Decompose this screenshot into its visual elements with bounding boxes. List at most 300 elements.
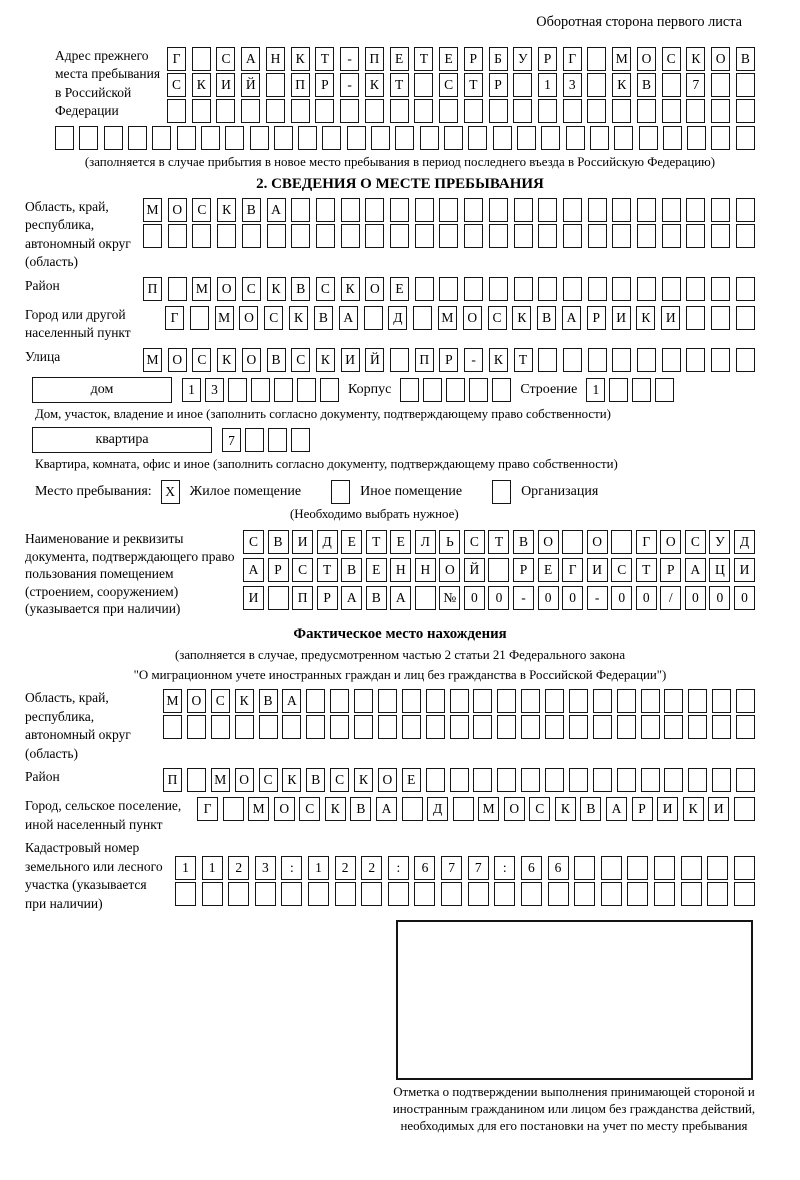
char-box[interactable] — [492, 378, 511, 402]
char-box[interactable] — [444, 126, 463, 150]
char-box[interactable]: Т — [514, 348, 533, 372]
char-box[interactable]: О — [274, 797, 295, 821]
char-box[interactable] — [662, 277, 681, 301]
char-box[interactable]: К — [217, 348, 236, 372]
char-box[interactable] — [711, 99, 730, 123]
char-box[interactable] — [395, 126, 414, 150]
char-box[interactable] — [453, 797, 474, 821]
char-box[interactable]: С — [216, 47, 235, 71]
char-box[interactable] — [216, 99, 235, 123]
char-box[interactable]: С — [192, 198, 211, 222]
char-box[interactable]: В — [242, 198, 261, 222]
char-box[interactable]: М — [143, 198, 162, 222]
char-box[interactable]: Р — [538, 47, 557, 71]
char-box[interactable]: С — [685, 530, 706, 554]
char-box[interactable]: П — [415, 348, 434, 372]
char-box[interactable]: О — [439, 558, 460, 582]
char-box[interactable] — [187, 715, 206, 739]
char-box[interactable]: П — [163, 768, 182, 792]
stay-option-residential-checkbox[interactable] — [161, 480, 180, 504]
char-box[interactable]: Е — [366, 558, 387, 582]
char-box[interactable]: А — [376, 797, 397, 821]
char-box[interactable] — [545, 689, 564, 713]
char-box[interactable]: К — [489, 348, 508, 372]
char-box[interactable] — [686, 277, 705, 301]
char-box[interactable] — [414, 73, 433, 97]
char-box[interactable]: О — [660, 530, 681, 554]
char-box[interactable]: М — [143, 348, 162, 372]
char-box[interactable] — [168, 277, 187, 301]
char-box[interactable] — [688, 689, 707, 713]
char-box[interactable]: 7 — [222, 428, 241, 452]
char-box[interactable]: И — [734, 558, 755, 582]
char-box[interactable] — [341, 198, 360, 222]
char-box[interactable]: 0 — [464, 586, 485, 610]
char-box[interactable] — [574, 882, 595, 906]
char-box[interactable]: А — [341, 586, 362, 610]
char-box[interactable]: Т — [366, 530, 387, 554]
char-box[interactable] — [736, 99, 755, 123]
char-box[interactable]: В — [306, 768, 325, 792]
char-box[interactable] — [473, 689, 492, 713]
char-box[interactable]: М — [163, 689, 182, 713]
char-box[interactable] — [415, 198, 434, 222]
char-box[interactable] — [609, 378, 628, 402]
char-box[interactable] — [601, 856, 622, 880]
char-box[interactable]: В — [366, 586, 387, 610]
char-box[interactable]: : — [388, 856, 409, 880]
char-box[interactable] — [574, 856, 595, 880]
char-box[interactable] — [688, 715, 707, 739]
char-box[interactable]: П — [365, 47, 384, 71]
char-box[interactable] — [291, 428, 310, 452]
char-box[interactable] — [734, 797, 755, 821]
char-box[interactable] — [354, 689, 373, 713]
char-box[interactable] — [469, 378, 488, 402]
char-box[interactable] — [177, 126, 196, 150]
char-box[interactable]: 0 — [685, 586, 706, 610]
char-box[interactable]: Т — [488, 530, 509, 554]
char-box[interactable] — [450, 715, 469, 739]
char-box[interactable] — [255, 882, 276, 906]
char-box[interactable] — [538, 224, 557, 248]
char-box[interactable] — [446, 378, 465, 402]
char-box[interactable] — [439, 277, 458, 301]
stay-option-organization-checkbox[interactable] — [492, 480, 511, 504]
char-box[interactable]: К — [267, 277, 286, 301]
char-box[interactable] — [306, 715, 325, 739]
char-box[interactable]: О — [711, 47, 730, 71]
char-box[interactable] — [686, 306, 705, 330]
char-box[interactable] — [187, 768, 206, 792]
char-box[interactable] — [593, 689, 612, 713]
char-box[interactable] — [614, 126, 633, 150]
char-box[interactable] — [736, 348, 755, 372]
char-box[interactable]: С — [211, 689, 230, 713]
char-box[interactable] — [514, 277, 533, 301]
char-box[interactable] — [593, 768, 612, 792]
char-box[interactable]: Р — [513, 558, 534, 582]
char-box[interactable]: А — [562, 306, 581, 330]
char-box[interactable]: 1 — [175, 856, 196, 880]
char-box[interactable] — [192, 99, 211, 123]
char-box[interactable]: Т — [315, 47, 334, 71]
char-box[interactable] — [390, 198, 409, 222]
char-box[interactable]: С — [243, 530, 264, 554]
char-box[interactable]: № — [439, 586, 460, 610]
char-box[interactable] — [521, 715, 540, 739]
char-box[interactable]: И — [612, 306, 631, 330]
char-box[interactable] — [641, 768, 660, 792]
char-box[interactable] — [654, 856, 675, 880]
char-box[interactable] — [736, 224, 755, 248]
char-box[interactable] — [612, 277, 631, 301]
char-box[interactable] — [274, 378, 293, 402]
char-box[interactable]: К — [291, 47, 310, 71]
char-box[interactable]: С — [192, 348, 211, 372]
char-box[interactable]: К — [282, 768, 301, 792]
char-box[interactable]: А — [241, 47, 260, 71]
char-box[interactable] — [441, 882, 462, 906]
char-box[interactable] — [662, 224, 681, 248]
char-box[interactable] — [612, 99, 631, 123]
char-box[interactable] — [588, 198, 607, 222]
char-box[interactable] — [316, 198, 335, 222]
char-box[interactable]: 1 — [308, 856, 329, 880]
char-box[interactable] — [612, 348, 631, 372]
char-box[interactable] — [489, 277, 508, 301]
char-box[interactable] — [637, 277, 656, 301]
char-box[interactable] — [468, 126, 487, 150]
char-box[interactable]: П — [292, 586, 313, 610]
char-box[interactable] — [251, 378, 270, 402]
char-box[interactable] — [489, 198, 508, 222]
char-box[interactable]: В — [291, 277, 310, 301]
char-box[interactable]: В — [513, 530, 534, 554]
char-box[interactable] — [298, 126, 317, 150]
char-box[interactable]: И — [661, 306, 680, 330]
char-box[interactable]: Н — [390, 558, 411, 582]
apartment-type-box[interactable]: квартира — [32, 427, 212, 453]
char-box[interactable] — [736, 768, 755, 792]
char-box[interactable] — [168, 224, 187, 248]
char-box[interactable]: 1 — [182, 378, 201, 402]
char-box[interactable] — [439, 224, 458, 248]
char-box[interactable] — [566, 126, 585, 150]
char-box[interactable] — [388, 882, 409, 906]
char-box[interactable]: Е — [402, 768, 421, 792]
char-box[interactable] — [662, 198, 681, 222]
char-box[interactable] — [489, 99, 508, 123]
char-box[interactable]: 3 — [255, 856, 276, 880]
char-box[interactable]: 7 — [686, 73, 705, 97]
char-box[interactable]: И — [657, 797, 678, 821]
char-box[interactable] — [104, 126, 123, 150]
char-box[interactable]: 1 — [538, 73, 557, 97]
char-box[interactable] — [521, 768, 540, 792]
char-box[interactable]: С — [259, 768, 278, 792]
char-box[interactable] — [464, 277, 483, 301]
char-box[interactable] — [521, 882, 542, 906]
char-box[interactable]: О — [217, 277, 236, 301]
char-box[interactable]: М — [612, 47, 631, 71]
char-box[interactable]: К — [365, 73, 384, 97]
char-box[interactable] — [267, 224, 286, 248]
house-type-box[interactable]: дом — [32, 377, 172, 403]
char-box[interactable] — [538, 277, 557, 301]
char-box[interactable]: М — [438, 306, 457, 330]
char-box[interactable]: В — [314, 306, 333, 330]
char-box[interactable] — [637, 224, 656, 248]
char-box[interactable]: О — [378, 768, 397, 792]
char-box[interactable] — [681, 882, 702, 906]
char-box[interactable] — [493, 126, 512, 150]
char-box[interactable]: Р — [632, 797, 653, 821]
char-box[interactable] — [152, 126, 171, 150]
char-box[interactable] — [241, 99, 260, 123]
char-box[interactable] — [341, 224, 360, 248]
char-box[interactable]: Г — [562, 558, 583, 582]
char-box[interactable] — [663, 126, 682, 150]
char-box[interactable]: Г — [165, 306, 184, 330]
char-box[interactable] — [291, 224, 310, 248]
char-box[interactable] — [489, 224, 508, 248]
char-box[interactable]: 0 — [611, 586, 632, 610]
char-box[interactable]: М — [478, 797, 499, 821]
char-box[interactable] — [681, 856, 702, 880]
char-box[interactable] — [712, 715, 731, 739]
char-box[interactable]: У — [513, 47, 532, 71]
char-box[interactable] — [439, 198, 458, 222]
char-box[interactable] — [664, 715, 683, 739]
char-box[interactable]: Д — [427, 797, 448, 821]
char-box[interactable] — [378, 689, 397, 713]
char-box[interactable] — [569, 715, 588, 739]
char-box[interactable] — [308, 882, 329, 906]
char-box[interactable] — [513, 99, 532, 123]
char-box[interactable]: С — [292, 558, 313, 582]
char-box[interactable]: / — [660, 586, 681, 610]
char-box[interactable] — [266, 73, 285, 97]
char-box[interactable]: О — [504, 797, 525, 821]
char-box[interactable] — [662, 99, 681, 123]
char-box[interactable]: Т — [414, 47, 433, 71]
char-box[interactable] — [415, 224, 434, 248]
char-box[interactable] — [617, 768, 636, 792]
char-box[interactable] — [163, 715, 182, 739]
char-box[interactable]: К — [289, 306, 308, 330]
char-box[interactable] — [223, 797, 244, 821]
char-box[interactable] — [400, 378, 419, 402]
char-box[interactable]: К — [636, 306, 655, 330]
char-box[interactable]: И — [243, 586, 264, 610]
char-box[interactable] — [563, 99, 582, 123]
char-box[interactable] — [641, 689, 660, 713]
char-box[interactable] — [617, 715, 636, 739]
char-box[interactable] — [664, 689, 683, 713]
char-box[interactable]: С — [264, 306, 283, 330]
char-box[interactable] — [464, 99, 483, 123]
char-box[interactable]: 0 — [488, 586, 509, 610]
char-box[interactable]: Г — [636, 530, 657, 554]
char-box[interactable]: Г — [167, 47, 186, 71]
char-box[interactable] — [601, 882, 622, 906]
char-box[interactable] — [632, 378, 651, 402]
char-box[interactable] — [686, 224, 705, 248]
char-box[interactable] — [655, 378, 674, 402]
char-box[interactable]: К — [555, 797, 576, 821]
char-box[interactable]: Л — [415, 530, 436, 554]
char-box[interactable]: В — [537, 306, 556, 330]
char-box[interactable]: К — [192, 73, 211, 97]
char-box[interactable]: Н — [415, 558, 436, 582]
char-box[interactable] — [711, 224, 730, 248]
char-box[interactable]: Е — [439, 47, 458, 71]
char-box[interactable]: Е — [390, 530, 411, 554]
char-box[interactable] — [587, 47, 606, 71]
char-box[interactable]: 0 — [734, 586, 755, 610]
char-box[interactable] — [331, 480, 350, 504]
char-box[interactable]: Д — [734, 530, 755, 554]
char-box[interactable]: К — [612, 73, 631, 97]
char-box[interactable] — [545, 715, 564, 739]
char-box[interactable]: Д — [388, 306, 407, 330]
char-box[interactable]: К — [354, 768, 373, 792]
char-box[interactable] — [175, 882, 196, 906]
char-box[interactable] — [662, 73, 681, 97]
char-box[interactable] — [563, 348, 582, 372]
char-box[interactable] — [439, 99, 458, 123]
char-box[interactable]: С — [167, 73, 186, 97]
char-box[interactable] — [711, 126, 730, 150]
char-box[interactable]: 7 — [468, 856, 489, 880]
char-box[interactable] — [588, 348, 607, 372]
char-box[interactable]: И — [292, 530, 313, 554]
char-box[interactable] — [79, 126, 98, 150]
char-box[interactable] — [736, 277, 755, 301]
char-box[interactable] — [426, 715, 445, 739]
char-box[interactable]: Р — [439, 348, 458, 372]
char-box[interactable] — [587, 73, 606, 97]
char-box[interactable]: В — [268, 530, 289, 554]
char-box[interactable]: 0 — [636, 586, 657, 610]
char-box[interactable] — [517, 126, 536, 150]
char-box[interactable] — [590, 126, 609, 150]
char-box[interactable]: К — [683, 797, 704, 821]
char-box[interactable]: - — [464, 348, 483, 372]
char-box[interactable] — [143, 224, 162, 248]
char-box[interactable] — [250, 126, 269, 150]
char-box[interactable]: Й — [464, 558, 485, 582]
char-box[interactable] — [541, 126, 560, 150]
char-box[interactable] — [347, 126, 366, 150]
char-box[interactable]: С — [316, 277, 335, 301]
char-box[interactable] — [736, 306, 755, 330]
char-box[interactable] — [201, 126, 220, 150]
char-box[interactable]: С — [611, 558, 632, 582]
char-box[interactable] — [587, 99, 606, 123]
char-box[interactable] — [686, 348, 705, 372]
char-box[interactable] — [686, 198, 705, 222]
char-box[interactable] — [637, 198, 656, 222]
char-box[interactable] — [167, 99, 186, 123]
char-box[interactable] — [340, 99, 359, 123]
char-box[interactable]: Р — [489, 73, 508, 97]
char-box[interactable]: Р — [464, 47, 483, 71]
char-box[interactable] — [538, 198, 557, 222]
char-box[interactable] — [617, 689, 636, 713]
char-box[interactable] — [734, 882, 755, 906]
char-box[interactable] — [538, 348, 557, 372]
char-box[interactable] — [711, 277, 730, 301]
char-box[interactable] — [736, 73, 755, 97]
char-box[interactable] — [55, 126, 74, 150]
char-box[interactable]: О — [587, 530, 608, 554]
char-box[interactable] — [612, 224, 631, 248]
char-box[interactable] — [228, 378, 247, 402]
char-box[interactable] — [274, 126, 293, 150]
char-box[interactable] — [128, 126, 147, 150]
char-box[interactable] — [420, 126, 439, 150]
char-box[interactable]: 3 — [563, 73, 582, 97]
char-box[interactable]: С — [488, 306, 507, 330]
char-box[interactable] — [330, 715, 349, 739]
char-box[interactable] — [259, 715, 278, 739]
char-box[interactable] — [688, 768, 707, 792]
char-box[interactable] — [235, 715, 254, 739]
char-box[interactable] — [402, 797, 423, 821]
char-box[interactable] — [364, 306, 383, 330]
char-box[interactable] — [464, 224, 483, 248]
char-box[interactable] — [654, 882, 675, 906]
char-box[interactable]: И — [587, 558, 608, 582]
char-box[interactable] — [736, 126, 755, 150]
char-box[interactable] — [426, 768, 445, 792]
char-box[interactable] — [217, 224, 236, 248]
char-box[interactable]: К — [325, 797, 346, 821]
char-box[interactable] — [548, 882, 569, 906]
char-box[interactable] — [414, 99, 433, 123]
char-box[interactable] — [593, 715, 612, 739]
char-box[interactable] — [497, 715, 516, 739]
char-box[interactable]: - — [587, 586, 608, 610]
char-box[interactable] — [514, 198, 533, 222]
char-box[interactable]: А — [267, 198, 286, 222]
char-box[interactable] — [641, 715, 660, 739]
char-box[interactable]: К — [235, 689, 254, 713]
char-box[interactable] — [365, 99, 384, 123]
char-box[interactable]: К — [217, 198, 236, 222]
char-box[interactable] — [736, 715, 755, 739]
char-box[interactable] — [291, 198, 310, 222]
char-box[interactable] — [488, 558, 509, 582]
char-box[interactable] — [569, 689, 588, 713]
char-box[interactable]: : — [494, 856, 515, 880]
char-box[interactable] — [473, 715, 492, 739]
char-box[interactable]: Т — [390, 73, 409, 97]
char-box[interactable]: И — [708, 797, 729, 821]
char-box[interactable] — [423, 378, 442, 402]
char-box[interactable]: О — [365, 277, 384, 301]
char-box[interactable] — [202, 882, 223, 906]
char-box[interactable]: С — [662, 47, 681, 71]
char-box[interactable] — [320, 378, 339, 402]
char-box[interactable] — [415, 277, 434, 301]
char-box[interactable]: А — [282, 689, 301, 713]
char-box[interactable] — [639, 126, 658, 150]
char-box[interactable] — [545, 768, 564, 792]
char-box[interactable] — [563, 198, 582, 222]
